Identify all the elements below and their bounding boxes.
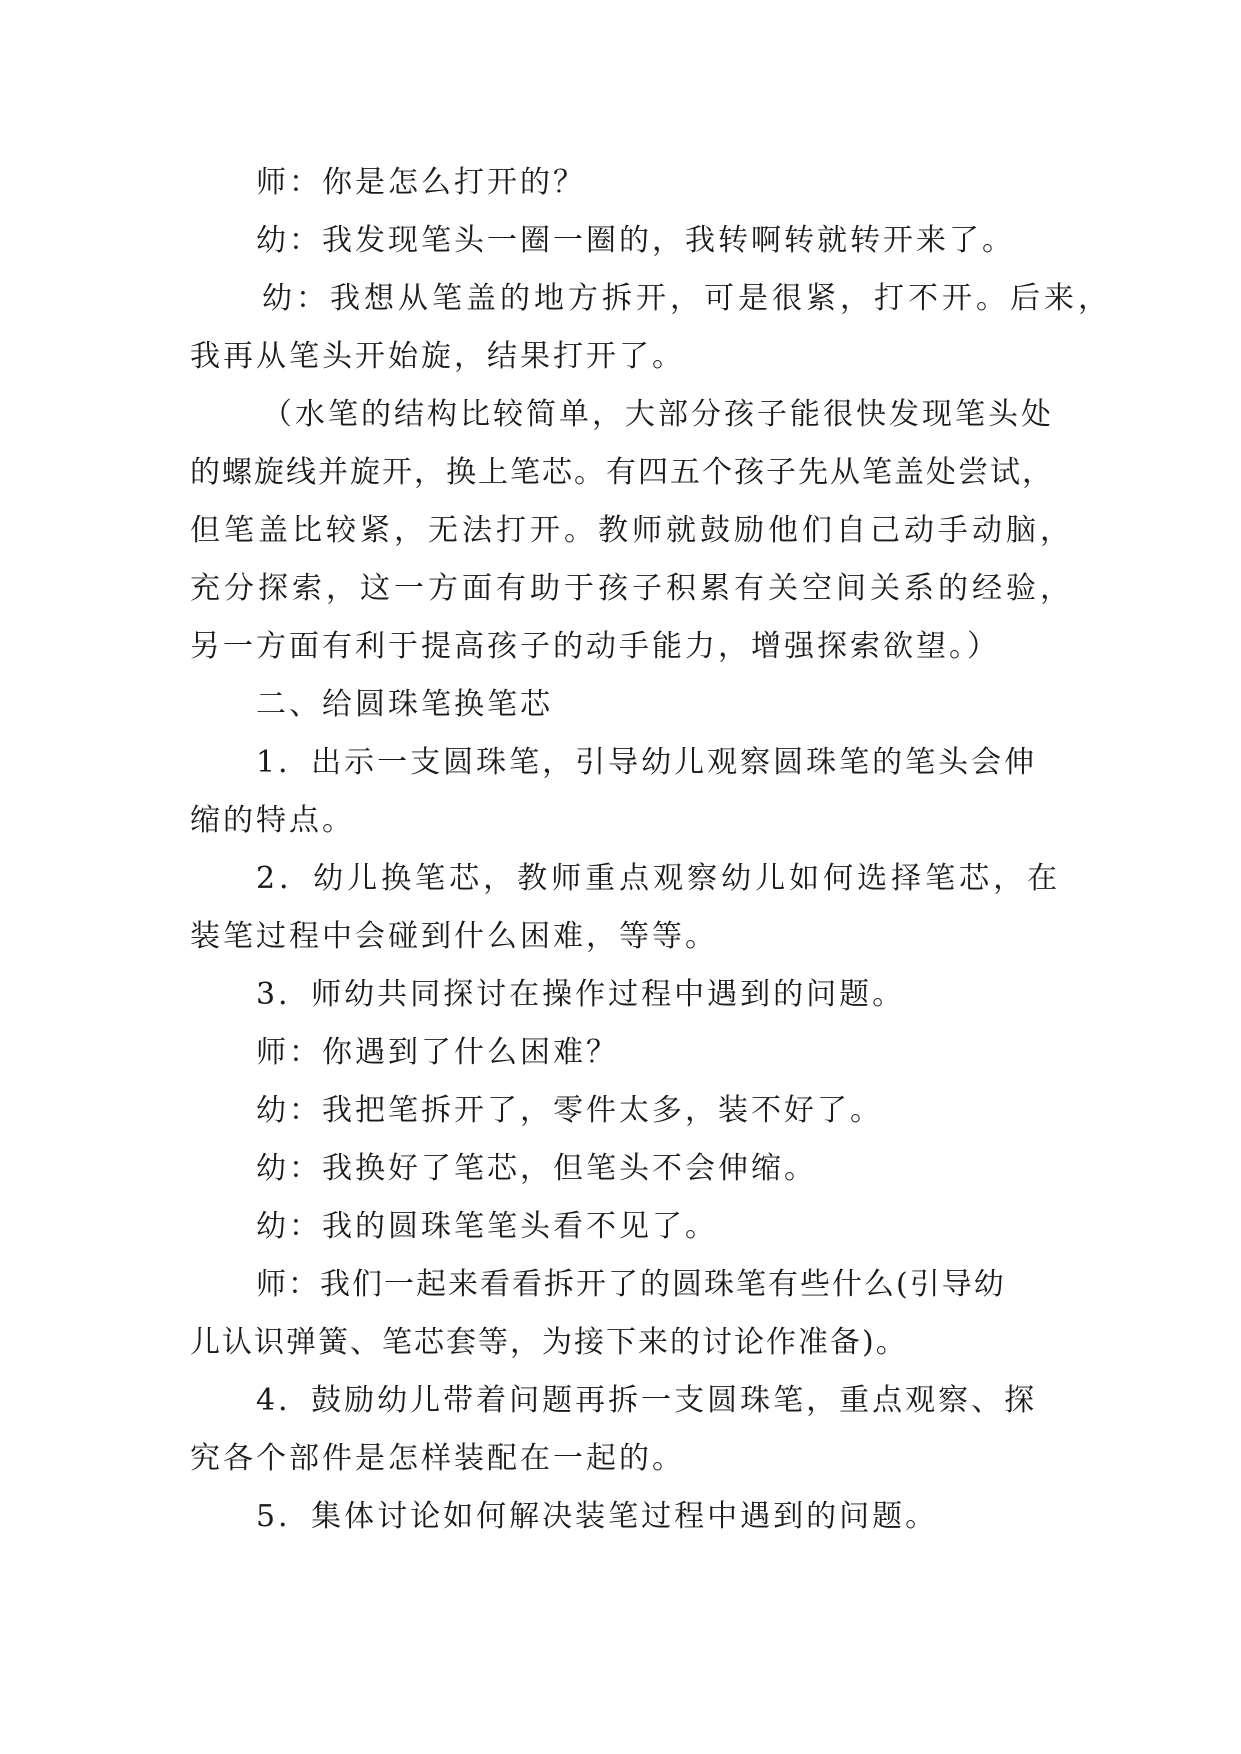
- text-line: 我再从笔头开始旋，结果打开了。: [190, 339, 685, 374]
- text-line: 师：你是怎么打开的？: [256, 165, 586, 200]
- text-line: 2．幼儿换笔芯，教师重点观察幼儿如何选择笔芯，在: [256, 861, 1062, 896]
- text-line: 儿认识弹簧、笔芯套等，为接下来的讨论作准备)。: [190, 1325, 908, 1360]
- text-line: 5．集体讨论如何解决装笔过程中遇到的问题。: [256, 1499, 939, 1534]
- text-line: 幼：我换好了笔芯，但笔头不会伸缩。: [256, 1151, 817, 1186]
- text-line: 但笔盖比较紧，无法打开。教师就鼓励他们自己动手动脑，: [190, 513, 1074, 548]
- text-line: 充分探索，这一方面有助于孩子积累有关空间关系的经验，: [190, 571, 1074, 606]
- section-heading: 二、给圆珠笔换笔芯: [256, 687, 553, 722]
- text-line: 究各个部件是怎样装配在一起的。: [190, 1441, 685, 1476]
- text-line: 的螺旋线并旋开，换上笔芯。有四五个孩子先从笔盖处尝试，: [190, 455, 1054, 490]
- text-line: 装笔过程中会碰到什么困难，等等。: [190, 919, 718, 954]
- text-line: 1．出示一支圆珠笔，引导幼儿观察圆珠笔的笔头会伸: [256, 745, 1038, 780]
- text-line: 师：我们一起来看看拆开了的圆珠笔有些什么(引导幼: [256, 1267, 1006, 1302]
- text-line: 3．师幼共同探讨在操作过程中遇到的问题。: [256, 977, 906, 1012]
- text-line: 师：你遇到了什么困难？: [256, 1035, 619, 1070]
- text-line: 4．鼓励幼儿带着问题再拆一支圆珠笔，重点观察、探: [256, 1383, 1038, 1418]
- text-line: 缩的特点。: [190, 803, 355, 838]
- text-line: （水笔的结构比较简单，大部分孩子能很快发现笔头处: [262, 397, 1054, 432]
- text-line: 幼：我想从笔盖的地方拆开，可是很紧，打不开。后来，: [262, 281, 1112, 316]
- text-line: 幼：我发现笔头一圈一圈的，我转啊转就转开来了。: [256, 223, 1015, 258]
- text-line: 幼：我把笔拆开了，零件太多，装不好了。: [256, 1093, 883, 1128]
- text-line: 另一方面有利于提高孩子的动手能力，增强探索欲望。）: [190, 629, 1000, 664]
- text-line: 幼：我的圆珠笔笔头看不见了。: [256, 1209, 718, 1244]
